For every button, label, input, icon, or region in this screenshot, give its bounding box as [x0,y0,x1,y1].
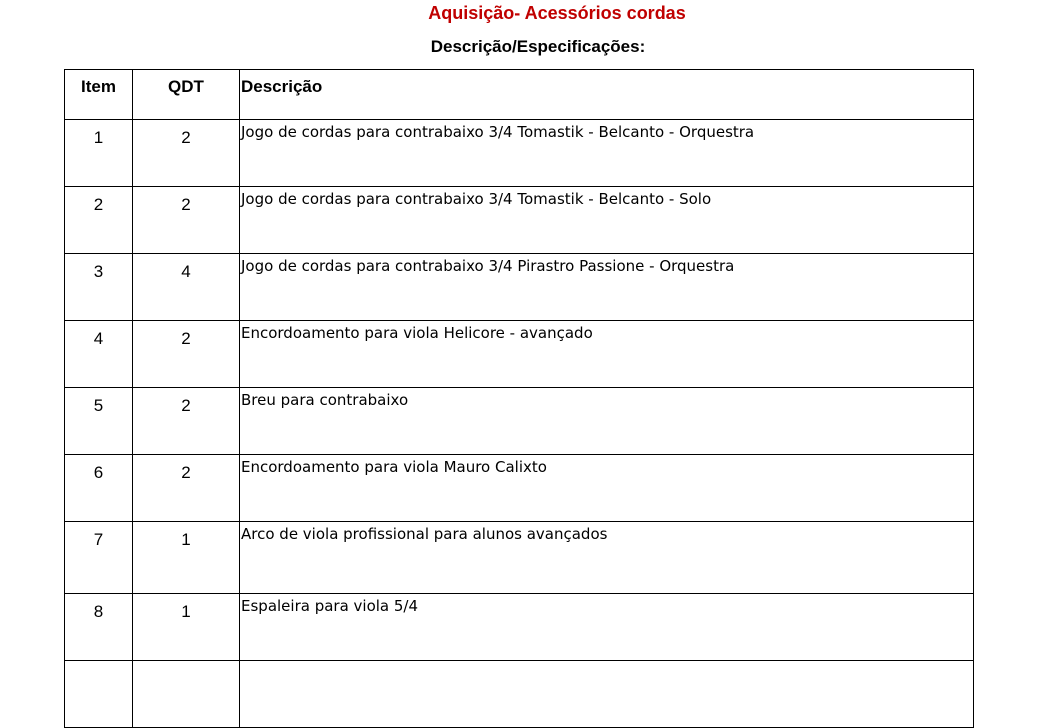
row-qty: 1 [133,522,240,594]
table-row [65,388,974,455]
row-item: 1 [65,120,133,187]
row-description: Jogo de cordas para contrabaixo 3/4 Pirastro Passione - Orquestra [240,254,974,321]
row-description [240,661,974,728]
row-qty [133,661,240,728]
table-row [65,455,974,522]
table-row [65,321,974,388]
row-item: 8 [65,594,133,661]
table-row-partial [65,661,974,728]
row-qty: 2 [133,321,240,388]
document-title: Aquisição- Acessórios cordas [428,3,686,23]
table-row [65,594,974,661]
row-description: Jogo de cordas para contrabaixo 3/4 Tomastik - Belcanto - Solo [240,187,974,254]
row-description: Encordoamento para viola Mauro Calixto [240,455,974,522]
row-item: 7 [65,522,133,594]
row-description: Jogo de cordas para contrabaixo 3/4 Tomastik - Belcanto - Orquestra [240,120,974,187]
header-qty: QDT [133,70,240,120]
row-qty: 2 [133,455,240,522]
table-row [65,120,974,187]
table-header-row [65,70,974,120]
document-subtitle: Descrição/Especificações: [430,37,646,56]
row-description: Breu para contrabaixo [240,388,974,455]
row-qty: 4 [133,254,240,321]
row-item: 6 [65,455,133,522]
table-row [65,187,974,254]
table-row [65,254,974,321]
row-qty: 2 [133,187,240,254]
row-description: Encordoamento para viola Helicore - avançado [240,321,974,388]
row-item: 2 [65,187,133,254]
row-qty: 2 [133,388,240,455]
row-qty: 2 [133,120,240,187]
row-item: 3 [65,254,133,321]
header-description: Descrição [240,70,974,120]
row-qty: 1 [133,594,240,661]
row-item [65,661,133,728]
row-description: Arco de viola profissional para alunos avançados [240,522,974,594]
row-description: Espaleira para viola 5/4 [240,594,974,661]
table-row [65,522,974,594]
row-item: 5 [65,388,133,455]
header-item: Item [65,70,133,120]
items-table [64,69,974,728]
row-item: 4 [65,321,133,388]
